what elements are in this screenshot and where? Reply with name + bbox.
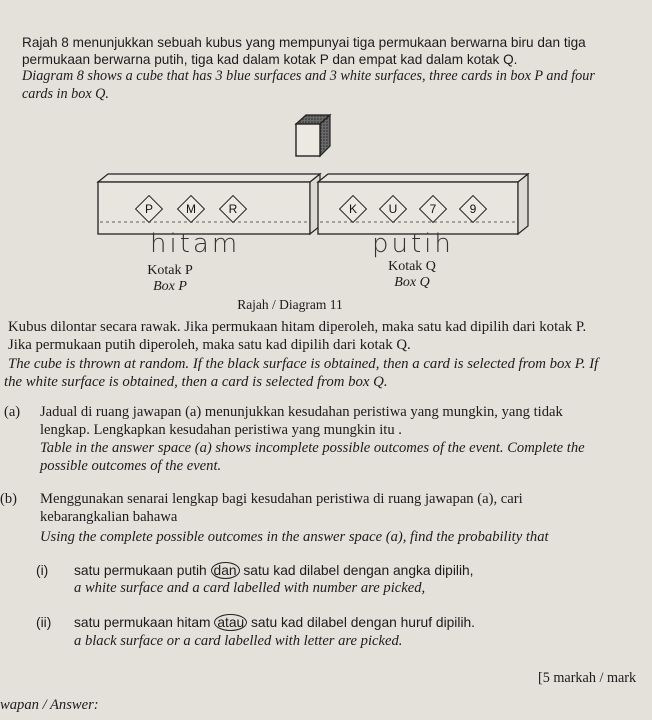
box-q-handwriting: putih [372,229,454,259]
box-q-cards [340,196,486,222]
card-u: U [380,196,406,222]
part-b-english-line-1: Using the complete possible outcomes in the answer space (a), find the probability that [40,529,549,545]
rules-malay-line-2: Jika permukaan putih diperoleh, maka satu kad dipilih dari kotak Q. [8,337,411,353]
intro-english-line-1: Diagram 8 shows a cube that has 3 blue surfaces and 3 white surfaces, three cards in box P and four [22,68,595,84]
intro-malay-line-1: Rajah 8 menunjukkan sebuah kubus yang mempunyai tiga permukaan berwarna biru dan tiga [22,35,586,50]
box-p-caption-malay: Kotak P [147,263,193,278]
card-p: P [136,196,162,222]
card-r: R [220,196,246,222]
box-q-caption-malay: Kotak Q [388,259,436,274]
card-k: K [340,196,366,222]
part-a-english-line-1: Table in the answer space (a) shows incomplete possible outcomes of the event. Complete the [40,440,585,456]
part-a-malay-line-1: Jadual di ruang jawapan (a) menunjukkan kesudahan peristiwa yang mungkin, yang tidak [40,404,563,420]
card-9: 9 [460,196,486,222]
part-b-malay-line-2: kebarangkalian bahawa [40,509,178,525]
marks-label: [5 markah / mark [538,670,637,686]
part-a-label: (a) [4,404,21,420]
box-p-handwriting: hitam [150,229,241,259]
rules-english-line-2: the white surface is obtained, then a card is selected from box Q. [4,374,388,390]
part-a-english-line-2: possible outcomes of the event. [40,458,222,474]
part-a-malay-line-2: lengkap. Lengkapkan kesudahan peristiwa yang mungkin itu . [40,422,402,438]
sub-ii-malay: satu permukaan hitam atau satu kad dilabel dengan huruf dipilih. [74,615,476,630]
intro-english-line-2: cards in box Q. [22,86,109,102]
rules-english-line-1: The cube is thrown at random. If the black surface is obtained, then a card is selected from box P. If [8,356,599,372]
sub-i-english: a white surface and a card labelled with number are picked, [74,580,426,596]
part-b-malay-line-1: Menggunakan senarai lengkap bagi kesudahan peristiwa di ruang jawapan (a), cari [40,491,523,507]
part-b-label: (b) [0,491,17,507]
card-7: 7 [420,196,446,222]
intro-malay-line-2: permukaan berwarna putih, tiga kad dalam kotak P dan empat kad dalam kotak Q. [22,52,518,67]
box-q-caption-english: Box Q [394,275,430,290]
sub-i-label: (i) [36,563,49,578]
diagram-title: Rajah / Diagram 11 [237,297,343,312]
box-p-caption-english: Box P [153,279,187,294]
answer-label: wapan / Answer: [0,697,99,713]
card-m: M [178,196,204,222]
circled-dan: dan [211,562,240,579]
cube-figure [266,112,350,172]
rules-malay-line-1: Kubus dilontar secara rawak. Jika permukaan hitam diperoleh, maka satu kad dipilih dari kotak P. [8,319,587,335]
sub-ii-english: a black surface or a card labelled with letter are picked. [74,633,403,649]
sub-i-malay: satu permukaan putih dan satu kad dilabel dengan angka dipilih, [74,563,474,578]
box-p-cards [136,196,246,222]
circled-atau: atau [214,614,247,631]
sub-ii-label: (ii) [36,615,52,630]
